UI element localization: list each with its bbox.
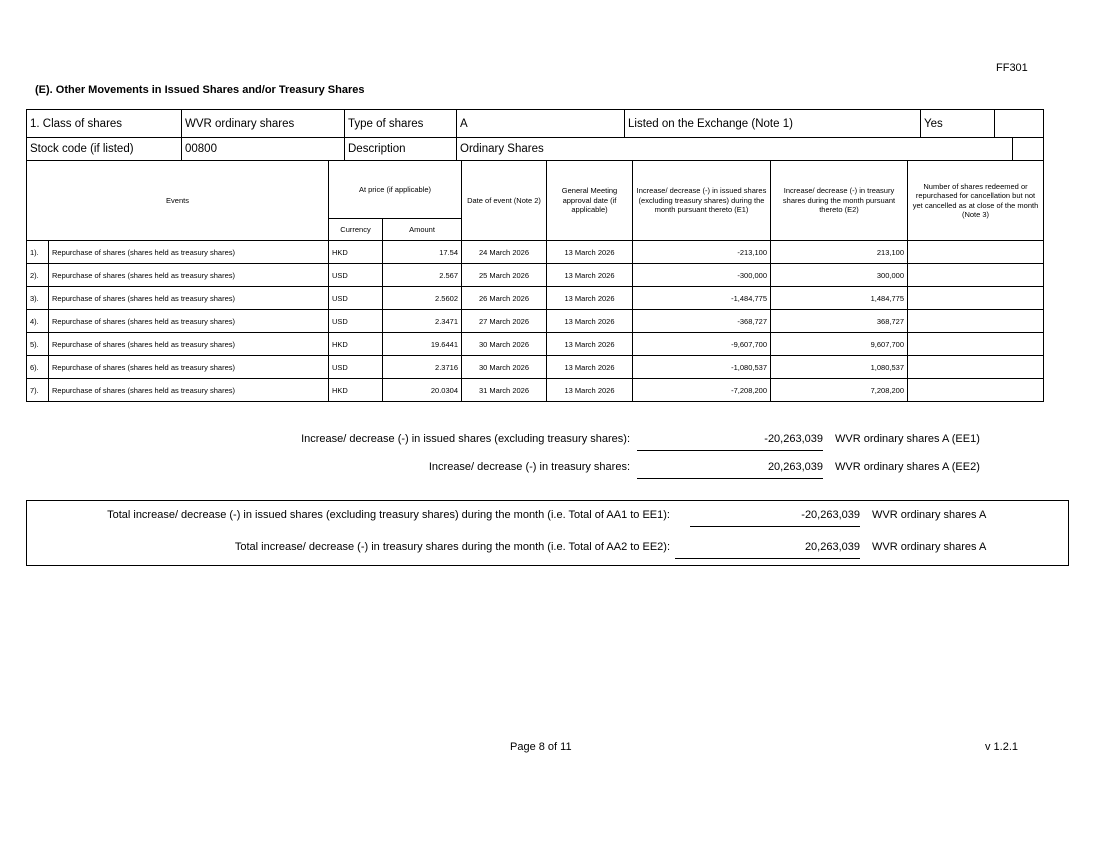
version-number: v 1.2.1 xyxy=(985,741,1019,753)
event-e2-value: 300,000 xyxy=(771,264,908,287)
event-redeemed-value xyxy=(908,356,1044,379)
event-date: 27 March 2026 xyxy=(462,310,547,333)
amount-header: Amount xyxy=(383,219,462,241)
table-row xyxy=(27,333,1044,356)
event-e1-value: -213,100 xyxy=(633,241,771,264)
event-description: Repurchase of shares (shares held as treasury shares) xyxy=(49,264,329,287)
class-label: 1. Class of shares xyxy=(27,110,182,138)
event-date: 30 March 2026 xyxy=(462,356,547,379)
event-redeemed-value xyxy=(908,333,1044,356)
description-value: Ordinary Shares xyxy=(457,138,1013,161)
event-amount: 2.567 xyxy=(383,264,462,287)
event-number: 3). xyxy=(27,287,49,310)
type-label: Type of shares xyxy=(345,110,457,138)
event-e1-value: -1,484,775 xyxy=(633,287,771,310)
total-treasury-label: Total increase/ decrease (-) in treasury shares during the month (i.e. Total of AA2 to EE2): xyxy=(234,541,670,553)
event-number: 7). xyxy=(27,379,49,402)
event-e1-value: -1,080,537 xyxy=(633,356,771,379)
event-currency: HKD xyxy=(329,333,383,356)
event-number: 2). xyxy=(27,264,49,287)
event-date: 30 March 2026 xyxy=(462,333,547,356)
redeemed-header: Number of shares redeemed or repurchased for cancellation but not yet cancelled as at close of the month (Note 3) xyxy=(908,161,1044,241)
event-amount: 2.3471 xyxy=(383,310,462,333)
currency-header: Currency xyxy=(329,219,383,241)
event-redeemed-value xyxy=(908,310,1044,333)
stock-code-label: Stock code (if listed) xyxy=(27,138,182,161)
event-currency: USD xyxy=(329,356,383,379)
type-value: A xyxy=(457,110,625,138)
event-date: 25 March 2026 xyxy=(462,264,547,287)
event-description: Repurchase of shares (shares held as treasury shares) xyxy=(49,287,329,310)
at-price-header: At price (if applicable) xyxy=(329,161,462,219)
events-header: Events xyxy=(27,161,329,241)
treasury-summary-label: Increase/ decrease (-) in treasury shares: xyxy=(428,461,630,473)
page-number: Page 8 of 11 xyxy=(510,741,572,753)
event-e2-value: 1,484,775 xyxy=(771,287,908,310)
event-e2-value: 9,607,700 xyxy=(771,333,908,356)
event-date: 24 March 2026 xyxy=(462,241,547,264)
event-e1-value: -9,607,700 xyxy=(633,333,771,356)
table-row xyxy=(27,310,1044,333)
event-e2-value: 7,208,200 xyxy=(771,379,908,402)
event-amount: 20.0304 xyxy=(383,379,462,402)
event-approval-date: 13 March 2026 xyxy=(547,310,633,333)
event-redeemed-value xyxy=(908,379,1044,402)
event-redeemed-value xyxy=(908,287,1044,310)
total-treasury-value: 20,263,039 xyxy=(675,541,860,559)
event-description: Repurchase of shares (shares held as treasury shares) xyxy=(49,310,329,333)
event-amount: 2.3716 xyxy=(383,356,462,379)
blank-cell xyxy=(995,110,1044,138)
table-row xyxy=(27,287,1044,310)
event-redeemed-value xyxy=(908,241,1044,264)
e2-header: Increase/ decrease (-) in treasury shares during the month pursuant thereto (E2) xyxy=(771,161,908,241)
event-number: 4). xyxy=(27,310,49,333)
listed-label: Listed on the Exchange (Note 1) xyxy=(625,110,921,138)
events-table xyxy=(26,160,1044,402)
gm-approval-header: General Meeting approval date (if applicable) xyxy=(547,161,633,241)
event-e1-value: -300,000 xyxy=(633,264,771,287)
event-approval-date: 13 March 2026 xyxy=(547,287,633,310)
treasury-summary-value: 20,263,039 xyxy=(637,461,823,479)
total-issued-label: Total increase/ decrease (-) in issued shares (excluding treasury shares) during the month (i.e. Total of AA1 to EE1): xyxy=(107,509,670,521)
event-currency: USD xyxy=(329,264,383,287)
event-date: 31 March 2026 xyxy=(462,379,547,402)
event-e1-value: -7,208,200 xyxy=(633,379,771,402)
event-currency: USD xyxy=(329,310,383,333)
event-approval-date: 13 March 2026 xyxy=(547,333,633,356)
event-description: Repurchase of shares (shares held as treasury shares) xyxy=(49,241,329,264)
section-title: (E). Other Movements in Issued Shares and/or Treasury Shares xyxy=(35,84,365,96)
event-description: Repurchase of shares (shares held as treasury shares) xyxy=(49,333,329,356)
table-row xyxy=(27,356,1044,379)
treasury-summary-unit: WVR ordinary shares A (EE2) xyxy=(835,461,980,473)
share-class-row xyxy=(26,109,1044,138)
e1-header: Increase/ decrease (-) in issued shares (excluding treasury shares) during the month pursuant thereto (E1) xyxy=(633,161,771,241)
event-e2-value: 1,080,537 xyxy=(771,356,908,379)
event-description: Repurchase of shares (shares held as treasury shares) xyxy=(49,379,329,402)
event-approval-date: 13 March 2026 xyxy=(547,379,633,402)
stock-code-row xyxy=(26,137,1044,161)
event-currency: USD xyxy=(329,287,383,310)
table-row xyxy=(27,264,1044,287)
event-number: 5). xyxy=(27,333,49,356)
event-amount: 19.6441 xyxy=(383,333,462,356)
event-amount: 17.54 xyxy=(383,241,462,264)
event-approval-date: 13 March 2026 xyxy=(547,241,633,264)
event-e2-value: 213,100 xyxy=(771,241,908,264)
event-description: Repurchase of shares (shares held as treasury shares) xyxy=(49,356,329,379)
blank-cell xyxy=(1013,138,1044,161)
issued-summary-unit: WVR ordinary shares A (EE1) xyxy=(835,433,980,445)
form-code: FF301 xyxy=(996,62,1028,74)
total-issued-value: -20,263,039 xyxy=(690,509,860,527)
event-redeemed-value xyxy=(908,264,1044,287)
class-value: WVR ordinary shares xyxy=(182,110,345,138)
event-e2-value: 368,727 xyxy=(771,310,908,333)
event-approval-date: 13 March 2026 xyxy=(547,264,633,287)
description-label: Description xyxy=(345,138,457,161)
total-treasury-unit: WVR ordinary shares A xyxy=(872,541,987,553)
stock-code-value: 00800 xyxy=(182,138,345,161)
table-row xyxy=(27,241,1044,264)
event-currency: HKD xyxy=(329,241,383,264)
event-number: 6). xyxy=(27,356,49,379)
event-amount: 2.5602 xyxy=(383,287,462,310)
event-number: 1). xyxy=(27,241,49,264)
event-currency: HKD xyxy=(329,379,383,402)
event-e1-value: -368,727 xyxy=(633,310,771,333)
event-approval-date: 13 March 2026 xyxy=(547,356,633,379)
issued-summary-label: Increase/ decrease (-) in issued shares (excluding treasury shares): xyxy=(301,433,630,445)
event-date: 26 March 2026 xyxy=(462,287,547,310)
listed-value: Yes xyxy=(921,110,995,138)
issued-summary-value: -20,263,039 xyxy=(637,433,823,451)
date-of-event-header: Date of event (Note 2) xyxy=(462,161,547,241)
total-issued-unit: WVR ordinary shares A xyxy=(872,509,987,521)
table-row xyxy=(27,379,1044,402)
